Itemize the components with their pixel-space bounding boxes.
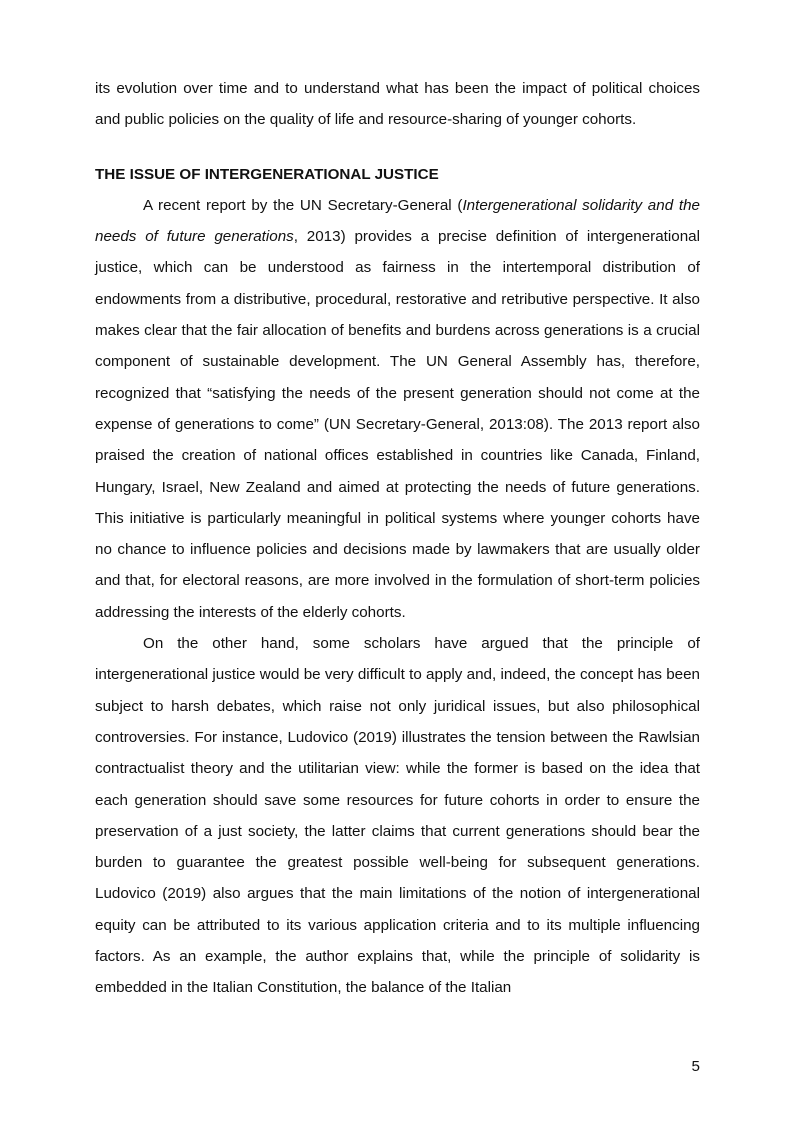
section-heading: THE ISSUE OF INTERGENERATIONAL JUSTICE [95,165,439,183]
document-page [95,73,700,1004]
paragraph-2: On the other hand, some scholars have argued that the principle of intergenerational justice would be very difficult to apply and, indeed, the concept has been subject to harsh debates, which raise not only juridical issues, but also philosophical controversies. For instance, Ludovico (2019) illustrates the tension between the Rawlsian contractualist theory and the utilitarian view: while the former is based on the idea that each generation should save some resources for future cohorts in order to ensure the preservation of a just society, the latter claims that current generations should bear the burden to guarantee the greatest possible well-being for subsequent generations. Ludovico (2019) also argues that the main limitations of the notion of intergenerational equity can be attributed to its various application criteria and to its multiple influencing factors. As an example, the author explains that, while the principle of solidarity is embedded in the Italian Constitution, the balance of the Italian [95,635,700,997]
report-title-italic: Intergenerational solidarity and the needs of future generations [95,196,700,246]
intro-paragraph: its evolution over time and to understand what has been the impact of political choices and public policies on the quality of life and resource-sharing of younger cohorts. [95,80,700,129]
page-number: 5 [691,1058,700,1075]
paragraph-1-text-rest: , 2013) provides a precise definition of intergenerational justice, which can be understood as fairness in the intertemporal distribution of endowments from a distributive, procedural, restorative and retributive perspective. It also makes clear that the fair allocation of benefits and burdens across generations is a crucial component of sustainable development. The UN General Assembly has, therefore, recognized that “satisfying the needs of the present generation should not come at the expense of generations to come” (UN Secretary-General, 2013:08). The 2013 report also praised the creation of national offices established in countries like Canada, Finland, Hungary, Israel, New Zealand and aimed at protecting the needs of future generations. This initiative is particularly meaningful in political systems where younger cohorts have no chance to influence policies and decisions made by lawmakers that are usually older and that, for electoral reasons, are more involved in the formulation of short-term policies addressing the interests of the elderly cohorts. [95,228,700,621]
paragraph-1-text-start: A recent report by the UN Secretary-General ( [143,196,463,214]
paragraph-1 [95,190,700,628]
